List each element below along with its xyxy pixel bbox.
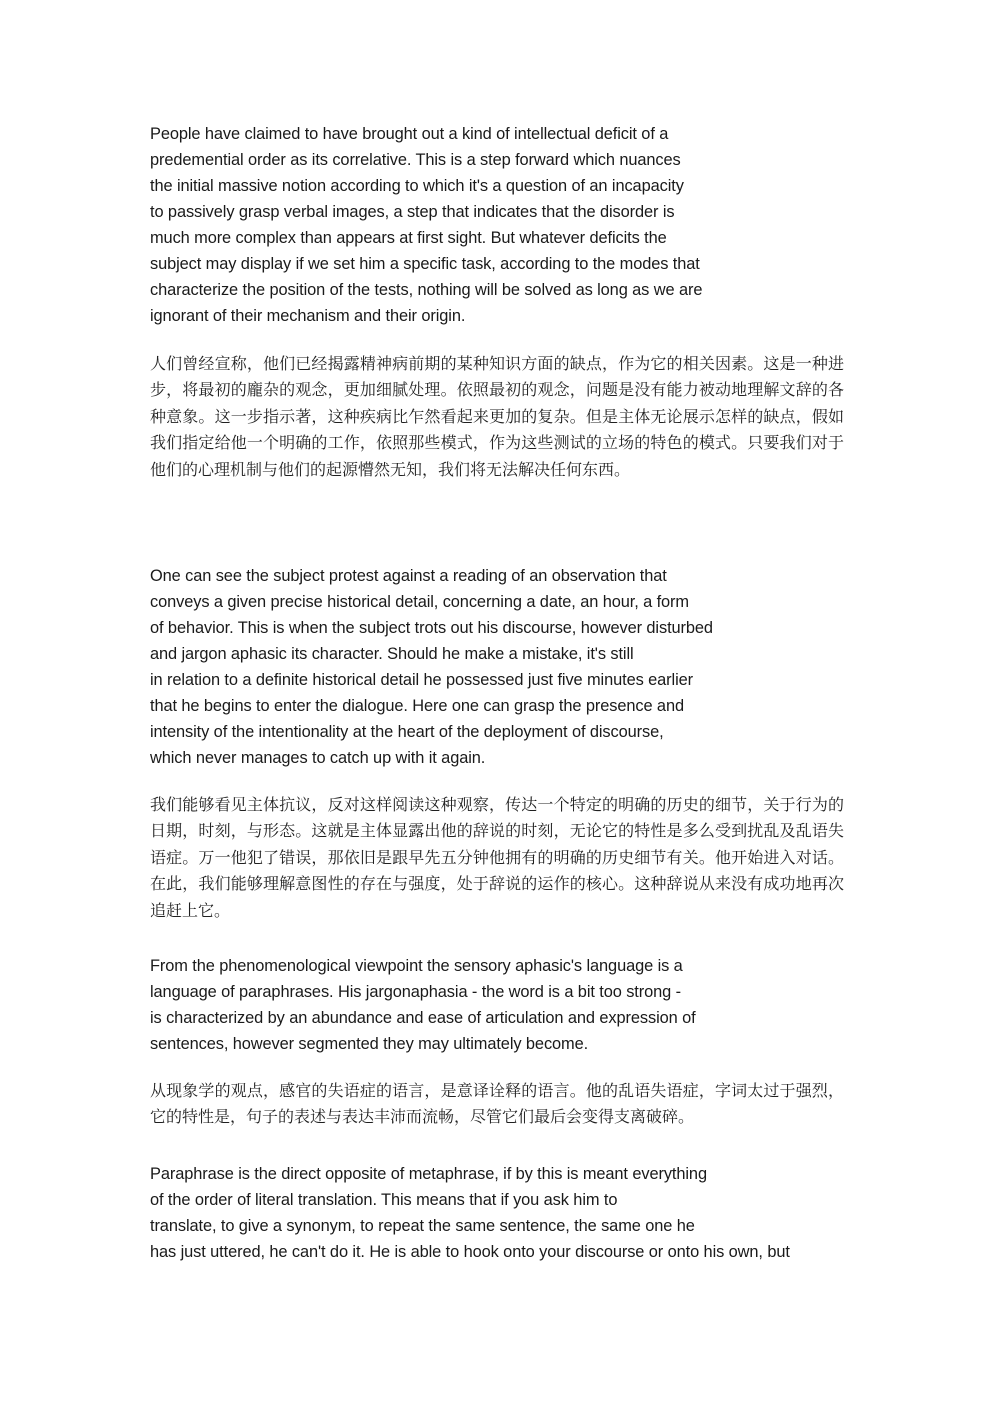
paragraph-english-1 <box>150 121 702 329</box>
text-line: People have claimed to have brought out a kind of intellectual deficit of a <box>150 125 669 143</box>
text-line: the initial massive notion according to which it's a question of an incapacity <box>150 177 684 195</box>
text-line: of behavior. This is when the subject trots out his discourse, however disturbed <box>150 619 713 637</box>
text-line: conveys a given precise historical detail, concerning a date, an hour, a form <box>150 593 689 611</box>
text-line: of the order of literal translation. This means that if you ask him to <box>150 1191 618 1209</box>
text-line: characterize the position of the tests, nothing will be solved as long as we are <box>150 281 703 299</box>
text-line: is characterized by an abundance and ease of articulation and expression of <box>150 1009 696 1027</box>
text-line: to passively grasp verbal images, a step that indicates that the disorder is <box>150 203 675 221</box>
text-line: much more complex than appears at first sight. But whatever deficits the <box>150 229 667 247</box>
paragraph-chinese-3: 从现象学的观点，感官的失语症的语言，是意译诠释的语言。他的乱语失语症，字词太过于强烈，它的特性是，句子的表述与表达丰沛而流畅，尽管它们最后会变得支离破碎。 <box>150 1081 844 1127</box>
paragraph-chinese-2: 我们能够看见主体抗议，反对这样阅读这种观察，传达一个特定的明确的历史的细节，关于行为的日期，时刻，与形态。这就是主体显露出他的辞说的时刻，无论它的特性是多么受到扰乱及乱语失语症。万一他犯了错误，那依旧是跟早先五分钟他拥有的明确的历史细节有关。他开始进入对话。在此，我们能够理解意图性的存在与强度，处于辞说的运作的核心。这种辞说从来没有成功地再次追赶上它。 <box>150 795 844 920</box>
text-line: translate, to give a synonym, to repeat the same sentence, the same one he <box>150 1217 695 1235</box>
text-line: sentences, however segmented they may ultimately become. <box>150 1035 589 1053</box>
text-line: language of paraphrases. His jargonaphasia - the word is a bit too strong - <box>150 983 681 1001</box>
text-line: One can see the subject protest against a reading of an observation that <box>150 567 667 585</box>
text-line: that he begins to enter the dialogue. Here one can grasp the presence and <box>150 697 684 715</box>
text-line: ignorant of their mechanism and their origin. <box>150 307 466 325</box>
text-line: which never manages to catch up with it again. <box>150 749 486 767</box>
text-line: subject may display if we set him a specific task, according to the modes that <box>150 255 700 273</box>
text-line: in relation to a definite historical detail he possessed just five minutes earlier <box>150 671 694 689</box>
text-line: has just uttered, he can't do it. He is able to hook onto your discourse or onto his own, but <box>150 1243 790 1261</box>
text-line: Paraphrase is the direct opposite of metaphrase, if by this is meant everything <box>150 1165 707 1183</box>
text-line: intensity of the intentionality at the heart of the deployment of discourse, <box>150 723 664 741</box>
paragraph-chinese-1: 人们曾经宣称，他们已经揭露精神病前期的某种知识方面的缺点，作为它的相关因素。这是一种进步，将最初的龐杂的观念，更加细腻处理。依照最初的观念，问题是没有能力被动地理解文辞的各种意象。这一步指示著，这种疾病比乍然看起来更加的复杂。但是主体无论展示怎样的缺点，假如我们指定给他一个明确的工作，依照那些模式，作为这些测试的立场的特色的模式。只要我们对于他们的心理机制与他们的起源懵然无知，我们将无法解决任何东西。 <box>150 354 844 479</box>
text-line: predemential order as its correlative. This is a step forward which nuances <box>150 151 681 169</box>
paragraph-english-4 <box>150 1161 790 1265</box>
paragraph-english-3 <box>150 953 696 1057</box>
paragraph-english-2 <box>150 563 713 771</box>
text-line: From the phenomenological viewpoint the sensory aphasic's language is a <box>150 957 683 975</box>
text-line: and jargon aphasic its character. Should he make a mistake, it's still <box>150 645 634 663</box>
